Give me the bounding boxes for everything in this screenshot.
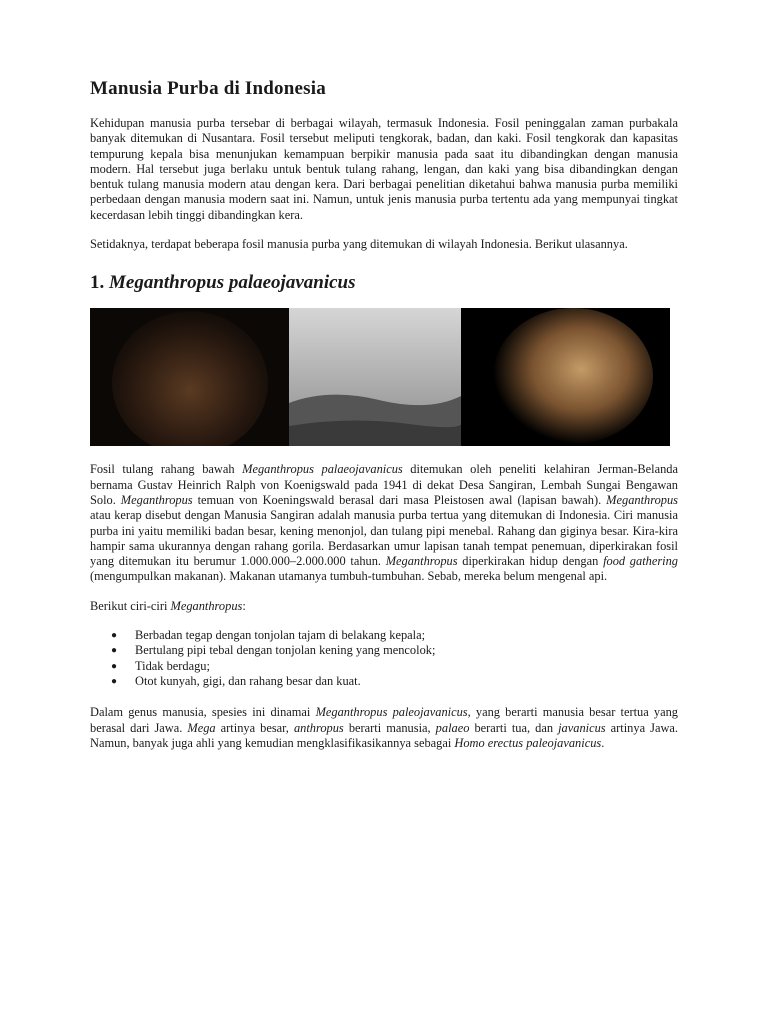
- list-item: ● Bertulang pipi tebal dengan tonjolan kening yang mencolok;: [111, 643, 436, 658]
- section-species-name: Meganthropus palaeojavanicus: [109, 272, 356, 294]
- image-strip: [90, 308, 670, 446]
- intro-paragraph-2: Setidaknya, terdapat beberapa fosil manusia purba yang ditemukan di wilayah Indonesia. Berikut ulasannya.: [90, 237, 628, 252]
- page-title: Manusia Purba di Indonesia: [90, 78, 326, 99]
- skull-illustration: [461, 308, 670, 446]
- meganthropus-description: Fosil tulang rahang bawah Meganthropus palaeojavanicus ditemukan oleh peneliti kelahiran Jerman-Belanda bernama Gustav Heinrich Ralph von Koenigswald pada 1941 di dekat Desa Sangiran, Lembah Sungai Bengawan Solo. Meganthropus temuan von Koeningswald berasal dari masa Pleistosen awal (lapisan bawah). Meganthropus atau kerap disebut dengan Manusia Sangiran adalah manusia purba tertua yang ditemukan di Indonesia. Ciri manusia purba ini yaitu memiliki badan besar, kening menonjol, dan tulang pipi menebal. Rahang dan giginya besar. Kira-kira hampir sama ukurannya dengan rahang gorila. Berdasarkan umur lapisan tanah tempat penemuan, diperkirakan fosil yang ditemukan itu berumur 1.000.000–2.000.000 tahun. Meganthropus diperkirakan hidup dengan food gathering (mengumpulkan makanan). Makanan utamanya tumbuh-tumbuhan. Sebab, mereka belum mengenal api.: [90, 462, 678, 584]
- prehistoric-camp-image: [289, 308, 461, 446]
- list-item: ● Otot kunyah, gigi, dan rahang besar dan kuat.: [111, 673, 361, 688]
- intro-paragraph: Kehidupan manusia purba tersebar di berbagai wilayah, termasuk Indonesia. Fosil peninggalan zaman purbakala banyak ditemukan di Nusantara. Fosil tersebut meliputi tengkorak, badan, dan kaki. Fosil tengkorak dan kapasitas tempurung kepala bisa menunjukan kemampuan berpikir manusia pada saat itu dibandingkan dengan manusia modern. Hal tersebut juga berlaku untuk bentuk tulang rahang, lengan, dan kaki yang bisa dibandingkan dengan bentuk tulang manusia modern atau dengan kera. Dari berbagai penelitian diketahui bahwa manusia purba memiliki perbedaan dengan manusia modern saat ini. Namun, untuk jenis manusia purba tertentu ada yang mempunyai tingkat kecerdasan lebih tinggi dibandingkan kera.: [90, 116, 678, 222]
- document-page: [90, 78, 678, 765]
- bullet-icon: ●: [111, 645, 118, 657]
- bullet-icon: ●: [111, 675, 118, 687]
- bullet-icon: ●: [111, 660, 118, 672]
- hominin-face-illustration: [90, 308, 289, 446]
- traits-list: [90, 628, 678, 689]
- bullet-icon: ●: [111, 630, 118, 642]
- genus-paragraph: Dalam genus manusia, spesies ini dinamai Meganthropus paleojavanicus, yang berarti manusia besar tertua yang berasal dari Jawa. Mega artinya besar, anthropus berarti manusia, palaeo berarti tua, dan javanicus artinya Jawa. Namun, banyak juga ahli yang kemudian mengklasifikasikannya sebagai Homo erectus paleojavanicus.: [90, 705, 678, 750]
- section-number: 1.: [90, 272, 105, 294]
- section-heading: [90, 272, 678, 294]
- list-item: ● Tidak berdagu;: [111, 658, 210, 673]
- traits-intro: Berikut ciri-ciri Meganthropus:: [90, 598, 246, 613]
- camp-illustration: [289, 308, 461, 446]
- list-item: ● Berbadan tegap dengan tonjolan tajam di belakang kepala;: [111, 628, 426, 643]
- fossil-skull-image: [461, 308, 670, 446]
- reconstructed-hominin-face-image: [90, 308, 289, 446]
